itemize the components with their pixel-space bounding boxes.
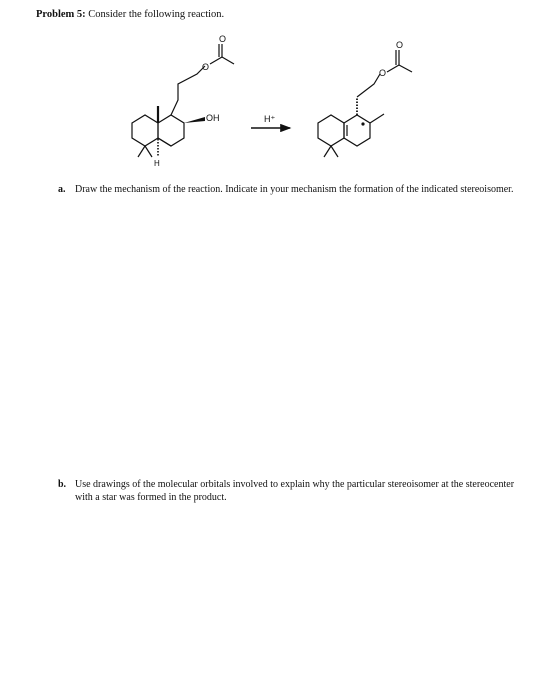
reactant-carbonyl-oxygen: O [219,34,227,44]
stereocenter-star [361,122,364,125]
question-b-letter: b. [58,479,67,490]
hydroxyl-label: OH [206,113,220,123]
product-structure [318,50,412,157]
question-a-text: Draw the mechanism of the reaction. Indicate in your mechanism the formation of the indicated stereoisomer. [75,184,514,195]
hydrogen-label: H [154,159,160,168]
question-a-letter: a. [58,184,66,195]
reactant-structure [132,44,234,157]
product-ester-oxygen: O [379,68,387,78]
problem-intro: Consider the following reaction. [88,9,225,20]
acid-reagent-label: H⁺ [264,114,276,124]
product-carbonyl-oxygen: O [396,40,404,50]
question-b-text: Use drawings of the molecular orbitals involved to explain why the particular stereoisomer at the stereocenter with a star was formed in the product. [75,479,515,503]
reaction-scheme [0,0,560,180]
reactant-ester-oxygen: O [202,62,210,72]
problem-label: Problem 5: [36,9,86,20]
